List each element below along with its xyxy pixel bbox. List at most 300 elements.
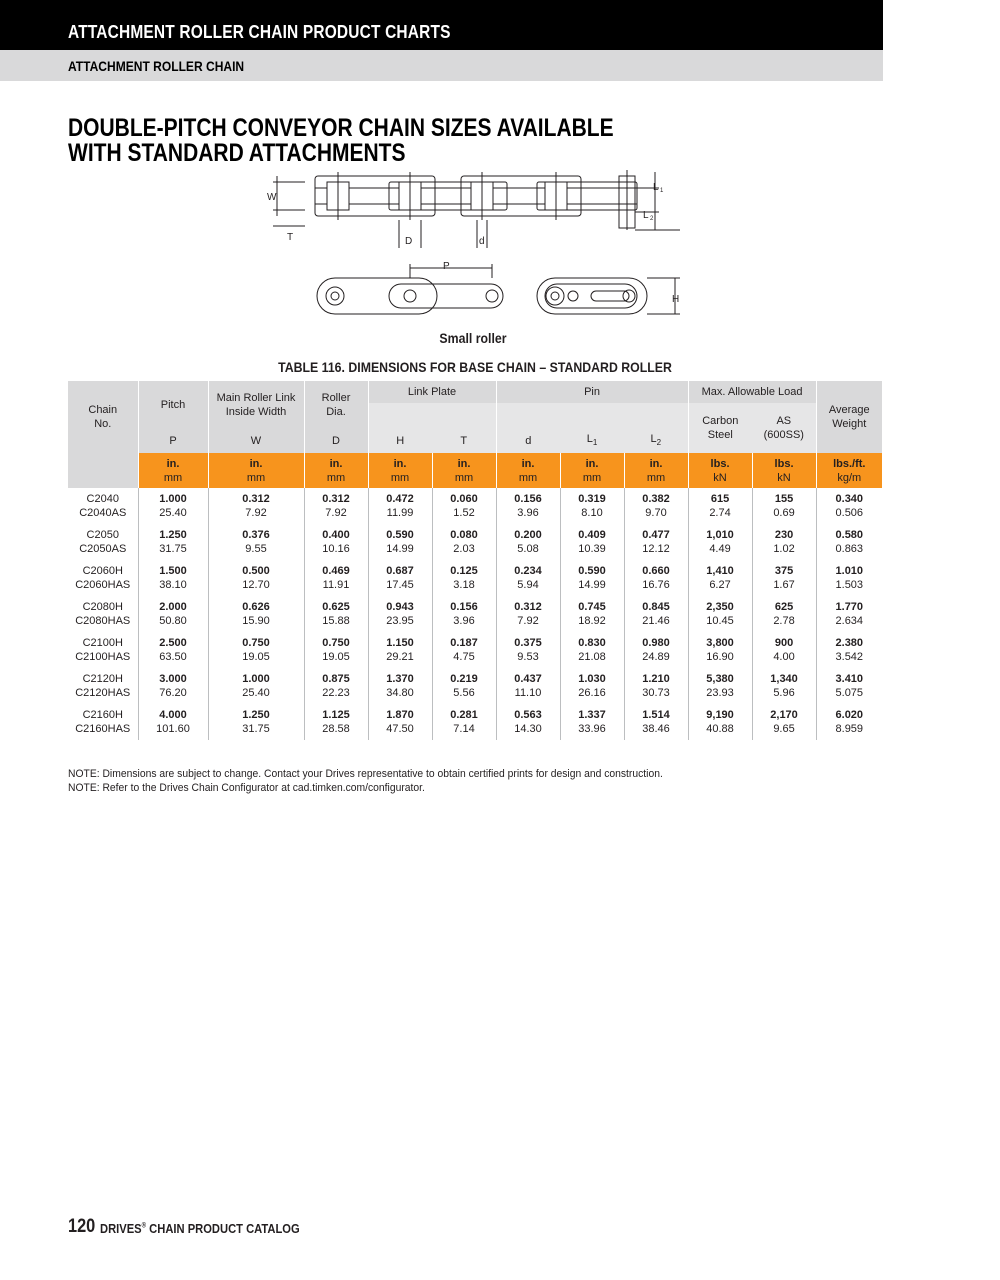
- col-pitch: Pitch: [138, 381, 208, 429]
- cell-value-metric: 40.88: [706, 723, 734, 735]
- table-cell: [368, 668, 432, 704]
- table-cell: [816, 632, 882, 668]
- cell-value-imperial: 0.625: [322, 601, 350, 613]
- label-l1-sub: 1: [660, 188, 664, 194]
- cell-value-imperial: 0.060: [450, 493, 478, 505]
- cell-value-imperial: 3,800: [706, 637, 734, 649]
- table-row: [68, 560, 882, 596]
- page-footer: [68, 1216, 300, 1238]
- cell-value-imperial: 0.500: [242, 565, 270, 577]
- cell-value-metric: 15.90: [242, 615, 270, 627]
- cell-value-metric: 5.08: [517, 543, 539, 555]
- cell-value-imperial: 2.000: [159, 601, 187, 613]
- cell-value-imperial: 0.980: [642, 637, 670, 649]
- units-row: in. mm in. mm in. mm in. mm in. mm in. mm in. mm in. mm lbs. kN lbs. kN lbs./ft. kg/m: [68, 453, 882, 488]
- table-cell: [624, 488, 688, 524]
- cell-value-metric: 1.52: [453, 507, 475, 519]
- table-cell: [304, 596, 368, 632]
- note-2: NOTE: Refer to the Drives Chain Configurator at cad.timken.com/configurator.: [68, 782, 425, 794]
- cell-value-metric: 4.75: [453, 651, 475, 663]
- col-pin: Pin: [496, 381, 688, 403]
- cell-value-metric: 15.88: [322, 615, 350, 627]
- cell-value-metric: 0.863: [835, 543, 864, 555]
- table-row: [68, 704, 882, 740]
- cell-value-imperial: 1.370: [386, 673, 414, 685]
- cell-value-imperial: 0.125: [450, 565, 478, 577]
- diagram-caption: Small roller: [439, 330, 507, 346]
- table-cell: [304, 668, 368, 704]
- table-cell: [138, 560, 208, 596]
- table-cell: [496, 560, 560, 596]
- table-cell: [560, 596, 624, 632]
- cell-value-metric: C2050AS: [79, 543, 127, 555]
- table-cell: [432, 524, 496, 560]
- cell-value-metric: 34.80: [386, 687, 414, 699]
- page-number: 120: [68, 1216, 96, 1237]
- table-cell: [368, 704, 432, 740]
- cell-value-metric: 10.16: [322, 543, 350, 555]
- cell-value-imperial: C2080H: [82, 601, 123, 613]
- table-cell: [496, 632, 560, 668]
- cell-value-imperial: 1.870: [386, 709, 414, 721]
- sym-pin-d: d: [496, 429, 560, 453]
- cell-value-metric: 30.73: [642, 687, 670, 699]
- cell-value-metric: 5.075: [835, 687, 864, 699]
- table-cell: [68, 632, 138, 668]
- cell-value-metric: 4.00: [773, 651, 795, 663]
- section-header-bar: [0, 0, 883, 50]
- table-title: TABLE 116. DIMENSIONS FOR BASE CHAIN – STANDARD ROLLER: [278, 359, 672, 375]
- table-cell: [432, 596, 496, 632]
- cell-value-metric: 50.80: [159, 615, 187, 627]
- table-cell: [68, 524, 138, 560]
- table-cell: [496, 488, 560, 524]
- cell-value-imperial: 0.375: [514, 637, 542, 649]
- table-cell: [368, 524, 432, 560]
- cell-value-imperial: 0.437: [514, 673, 542, 685]
- cell-value-imperial: 0.156: [514, 493, 542, 505]
- table-cell: [752, 560, 816, 596]
- cell-value-imperial: 0.409: [578, 529, 606, 541]
- table-cell: [816, 488, 882, 524]
- note-1: NOTE: Dimensions are subject to change. Contact your Drives representative to obtain certified prints for design and construction.: [68, 768, 663, 780]
- cell-value-metric: 12.12: [642, 543, 670, 555]
- table-row: [68, 668, 882, 704]
- table-cell: [624, 596, 688, 632]
- cell-value-metric: 9.70: [645, 507, 667, 519]
- table-cell: [560, 704, 624, 740]
- table-cell: [688, 560, 752, 596]
- cell-value-imperial: 0.660: [642, 565, 670, 577]
- cell-value-imperial: 0.590: [578, 565, 606, 577]
- col-as-600ss: AS (600SS): [752, 403, 816, 453]
- cell-value-metric: 23.95: [386, 615, 414, 627]
- cell-value-metric: 1.503: [835, 579, 864, 591]
- table-cell: [208, 488, 304, 524]
- table-cell: [68, 596, 138, 632]
- cell-value-imperial: 0.943: [386, 601, 414, 613]
- cell-value-imperial: 615: [710, 493, 730, 505]
- table-cell: [368, 560, 432, 596]
- cell-value-metric: 3.96: [453, 615, 475, 627]
- table-cell: [560, 560, 624, 596]
- cell-value-imperial: 3.000: [159, 673, 187, 685]
- table-cell: [138, 596, 208, 632]
- table-cell: [304, 488, 368, 524]
- cell-value-imperial: 4.000: [159, 709, 187, 721]
- table-cell: [208, 560, 304, 596]
- cell-value-metric: 2.03: [453, 543, 475, 555]
- cell-value-metric: 25.40: [242, 687, 270, 699]
- cell-value-metric: 3.542: [835, 651, 864, 663]
- table-row: [68, 632, 882, 668]
- cell-value-metric: 0.69: [773, 507, 795, 519]
- cell-value-metric: 25.40: [159, 507, 187, 519]
- cell-value-metric: 26.16: [578, 687, 606, 699]
- table-cell: [138, 668, 208, 704]
- col-carbon-steel: Carbon Steel: [688, 403, 752, 453]
- cell-value-imperial: 1.500: [159, 565, 187, 577]
- col-avg-weight: Average Weight: [816, 381, 882, 453]
- label-w: W: [267, 192, 277, 203]
- table-cell: [368, 488, 432, 524]
- cell-value-imperial: C2100H: [82, 637, 123, 649]
- cell-value-metric: 16.76: [642, 579, 670, 591]
- label-l1: L: [653, 182, 659, 193]
- cell-value-metric: 2.78: [773, 615, 795, 627]
- cell-value-metric: C2060HAS: [75, 579, 131, 591]
- table-cell: [432, 560, 496, 596]
- label-l2-sub: 2: [650, 216, 654, 222]
- cell-value-metric: 7.92: [325, 507, 347, 519]
- table-cell: [560, 524, 624, 560]
- cell-value-imperial: C2050: [86, 529, 119, 541]
- cell-value-imperial: 1.514: [642, 709, 670, 721]
- cell-value-metric: 11.10: [514, 687, 542, 699]
- cell-value-metric: 3.18: [453, 579, 475, 591]
- cell-value-metric: 21.46: [642, 615, 670, 627]
- cell-value-imperial: 1.150: [386, 637, 414, 649]
- cell-value-imperial: 0.845: [642, 601, 670, 613]
- label-l2: L: [643, 210, 649, 221]
- cell-value-metric: 4.49: [709, 543, 731, 555]
- cell-value-imperial: 0.400: [322, 529, 350, 541]
- chain-diagram: [255, 158, 695, 348]
- table-cell: [816, 560, 882, 596]
- label-h: H: [672, 294, 680, 305]
- cell-value-imperial: 0.080: [450, 529, 478, 541]
- subsection-title: ATTACHMENT ROLLER CHAIN: [68, 58, 245, 74]
- table-cell: [138, 632, 208, 668]
- cell-value-metric: C2040AS: [79, 507, 127, 519]
- cell-value-metric: 19.05: [242, 651, 270, 663]
- cell-value-imperial: 0.312: [242, 493, 270, 505]
- cell-value-imperial: 0.750: [242, 637, 270, 649]
- table-cell: [496, 524, 560, 560]
- col-link-plate: Link Plate: [368, 381, 496, 403]
- table-cell: [432, 668, 496, 704]
- cell-value-metric: 29.21: [386, 651, 414, 663]
- cell-value-imperial: 0.626: [242, 601, 270, 613]
- cell-value-imperial: 1.250: [159, 529, 187, 541]
- page-title-line-1: DOUBLE-PITCH CONVEYOR CHAIN SIZES AVAILABLE: [68, 114, 614, 142]
- cell-value-imperial: 1.000: [159, 493, 187, 505]
- table-cell: [138, 704, 208, 740]
- col-max-load: Max. Allowable Load: [688, 381, 816, 403]
- cell-value-imperial: 1.010: [835, 565, 864, 577]
- col-main-roller: Main Roller Link Inside Width: [208, 381, 304, 429]
- table-cell: [432, 704, 496, 740]
- cell-value-imperial: 155: [774, 493, 794, 505]
- cell-value-metric: 21.08: [578, 651, 606, 663]
- table-cell: [68, 668, 138, 704]
- cell-value-metric: 5.56: [453, 687, 475, 699]
- cell-value-metric: 63.50: [159, 651, 187, 663]
- cell-value-imperial: 6.020: [835, 709, 864, 721]
- cell-value-imperial: C2160H: [82, 709, 123, 721]
- table-cell: [816, 524, 882, 560]
- table-cell: [496, 704, 560, 740]
- cell-value-metric: 14.99: [578, 579, 606, 591]
- cell-value-imperial: 2,170: [770, 709, 798, 721]
- page-title-line-2: WITH STANDARD ATTACHMENTS: [68, 139, 406, 167]
- cell-value-imperial: 0.580: [835, 529, 864, 541]
- cell-value-imperial: 0.830: [578, 637, 606, 649]
- table-cell: [208, 632, 304, 668]
- table-cell: [624, 560, 688, 596]
- col-chain-no: Chain No.: [68, 381, 138, 453]
- sym-p: P: [138, 429, 208, 453]
- table-cell: [496, 668, 560, 704]
- cell-value-metric: 17.45: [386, 579, 414, 591]
- table-cell: [208, 524, 304, 560]
- cell-value-imperial: 5,380: [706, 673, 734, 685]
- table-cell: [816, 596, 882, 632]
- cell-value-imperial: C2040: [86, 493, 119, 505]
- table-cell: [816, 704, 882, 740]
- cell-value-imperial: 625: [774, 601, 794, 613]
- cell-value-imperial: 0.312: [322, 493, 350, 505]
- cell-value-metric: 1.67: [773, 579, 795, 591]
- notes: [68, 767, 663, 795]
- label-p: P: [443, 261, 450, 272]
- cell-value-imperial: 2,350: [706, 601, 734, 613]
- table-cell: [368, 632, 432, 668]
- cell-value-imperial: 1.125: [322, 709, 350, 721]
- cell-value-metric: 9.55: [245, 543, 267, 555]
- section-title: ATTACHMENT ROLLER CHAIN PRODUCT CHARTS: [68, 22, 451, 42]
- cell-value-metric: 14.30: [514, 723, 542, 735]
- cell-value-imperial: 0.312: [514, 601, 542, 613]
- cell-value-metric: 22.23: [322, 687, 350, 699]
- table-cell: [208, 596, 304, 632]
- sym-t: T: [432, 429, 496, 453]
- cell-value-imperial: 1.210: [642, 673, 670, 685]
- cell-value-imperial: 0.376: [242, 529, 270, 541]
- table-cell: [560, 668, 624, 704]
- sym-h: H: [368, 429, 432, 453]
- cell-value-imperial: 1.250: [242, 709, 270, 721]
- label-roller-d: D: [405, 236, 413, 247]
- cell-value-metric: 2.74: [709, 507, 731, 519]
- cell-value-metric: 38.46: [642, 723, 670, 735]
- cell-value-metric: 7.14: [453, 723, 475, 735]
- sym-d: D: [304, 429, 368, 453]
- cell-value-imperial: 2.500: [159, 637, 187, 649]
- cell-value-imperial: 0.340: [835, 493, 864, 505]
- table-cell: [688, 524, 752, 560]
- table-row: [68, 596, 882, 632]
- cell-value-imperial: 0.745: [578, 601, 606, 613]
- table-cell: [688, 704, 752, 740]
- table-cell: [560, 632, 624, 668]
- sym-l2: $L_2$: [624, 429, 688, 453]
- cell-value-metric: 6.27: [709, 579, 731, 591]
- cell-value-imperial: 0.200: [514, 529, 542, 541]
- cell-value-metric: 1.02: [773, 543, 795, 555]
- table-cell: [688, 596, 752, 632]
- cell-value-imperial: C2120H: [82, 673, 123, 685]
- cell-value-imperial: 0.382: [642, 493, 670, 505]
- cell-value-metric: 9.65: [773, 723, 795, 735]
- table-cell: [688, 488, 752, 524]
- cell-value-metric: 8.959: [835, 723, 864, 735]
- cell-value-metric: C2120HAS: [75, 687, 131, 699]
- cell-value-imperial: 0.563: [514, 709, 542, 721]
- table-cell: [368, 596, 432, 632]
- cell-value-imperial: 375: [774, 565, 794, 577]
- table-cell: [688, 668, 752, 704]
- table-cell: [624, 632, 688, 668]
- subsection-header-bar: [0, 50, 883, 81]
- table-cell: [208, 668, 304, 704]
- cell-value-imperial: 0.156: [450, 601, 478, 613]
- table-cell: [138, 524, 208, 560]
- cell-value-metric: 24.89: [642, 651, 670, 663]
- cell-value-imperial: 0.750: [322, 637, 350, 649]
- table-cell: [752, 668, 816, 704]
- cell-value-metric: C2080HAS: [75, 615, 131, 627]
- cell-value-metric: 2.634: [835, 615, 864, 627]
- cell-value-metric: C2160HAS: [75, 723, 131, 735]
- table-cell: [68, 704, 138, 740]
- cell-value-metric: 11.99: [386, 507, 414, 519]
- cell-value-metric: 38.10: [159, 579, 187, 591]
- cell-value-metric: 16.90: [706, 651, 734, 663]
- cell-value-metric: 5.94: [517, 579, 539, 591]
- cell-value-imperial: 0.687: [386, 565, 414, 577]
- table-cell: [624, 668, 688, 704]
- cell-value-imperial: 0.477: [642, 529, 670, 541]
- cell-value-imperial: 9,190: [706, 709, 734, 721]
- cell-value-imperial: 0.187: [450, 637, 478, 649]
- table-cell: [138, 488, 208, 524]
- table-cell: [432, 488, 496, 524]
- table-cell: [304, 524, 368, 560]
- cell-value-imperial: 1.337: [578, 709, 606, 721]
- cell-value-metric: 10.39: [578, 543, 606, 555]
- cell-value-imperial: 3.410: [835, 673, 864, 685]
- table-cell: [752, 704, 816, 740]
- sym-w: W: [208, 429, 304, 453]
- cell-value-metric: 18.92: [578, 615, 606, 627]
- cell-value-imperial: 0.234: [514, 565, 542, 577]
- label-pin-d: d: [479, 236, 485, 247]
- cell-value-imperial: 0.281: [450, 709, 478, 721]
- cell-value-imperial: 230: [774, 529, 794, 541]
- table-cell: [304, 704, 368, 740]
- cell-value-imperial: C2060H: [82, 565, 123, 577]
- cell-value-metric: 12.70: [242, 579, 270, 591]
- cell-value-metric: 23.93: [706, 687, 734, 699]
- table-body: [68, 488, 882, 740]
- table-cell: [304, 632, 368, 668]
- cell-value-metric: C2100HAS: [75, 651, 131, 663]
- cell-value-metric: 8.10: [581, 507, 603, 519]
- table-cell: [816, 668, 882, 704]
- cell-value-metric: 11.91: [322, 579, 350, 591]
- table-cell: [752, 632, 816, 668]
- table-cell: [624, 524, 688, 560]
- table-cell: [68, 488, 138, 524]
- sym-l1: $L_1$: [560, 429, 624, 453]
- cell-value-imperial: 0.319: [578, 493, 606, 505]
- cell-value-imperial: 900: [774, 637, 794, 649]
- cell-value-metric: 0.506: [835, 507, 864, 519]
- cell-value-metric: 31.75: [159, 543, 187, 555]
- table-cell: [496, 596, 560, 632]
- cell-value-imperial: 1.030: [578, 673, 606, 685]
- cell-value-imperial: 2.380: [835, 637, 864, 649]
- table-cell: [752, 524, 816, 560]
- cell-value-metric: 7.92: [245, 507, 267, 519]
- table-cell: [752, 596, 816, 632]
- cell-value-metric: 28.58: [322, 723, 350, 735]
- cell-value-imperial: 1,410: [706, 565, 734, 577]
- cell-value-metric: 7.92: [517, 615, 539, 627]
- table-row: [68, 488, 882, 524]
- cell-value-metric: 9.53: [517, 651, 539, 663]
- table-cell: [624, 704, 688, 740]
- cell-value-metric: 3.96: [517, 507, 539, 519]
- cell-value-metric: 14.99: [386, 543, 414, 555]
- table-cell: [304, 560, 368, 596]
- cell-value-imperial: 1.770: [835, 601, 864, 613]
- cell-value-imperial: 0.472: [386, 493, 414, 505]
- table-cell: [68, 560, 138, 596]
- catalog-name: DRIVES® CHAIN PRODUCT CATALOG: [100, 1221, 300, 1236]
- cell-value-metric: 19.05: [322, 651, 350, 663]
- table-cell: [752, 488, 816, 524]
- table-row: [68, 524, 882, 560]
- dimensions-table: [68, 381, 882, 740]
- cell-value-metric: 47.50: [386, 723, 414, 735]
- cell-value-metric: 10.45: [706, 615, 734, 627]
- cell-value-imperial: 1.000: [242, 673, 270, 685]
- cell-value-metric: 101.60: [156, 723, 190, 735]
- table-cell: [688, 632, 752, 668]
- cell-value-imperial: 1,340: [770, 673, 798, 685]
- cell-value-imperial: 0.590: [386, 529, 414, 541]
- cell-value-metric: 76.20: [159, 687, 187, 699]
- cell-value-metric: 33.96: [578, 723, 606, 735]
- table-cell: [432, 632, 496, 668]
- cell-value-imperial: 0.469: [322, 565, 350, 577]
- col-roller-dia: Roller Dia.: [304, 381, 368, 429]
- table-cell: [560, 488, 624, 524]
- cell-value-imperial: 0.875: [322, 673, 350, 685]
- cell-value-metric: 31.75: [242, 723, 270, 735]
